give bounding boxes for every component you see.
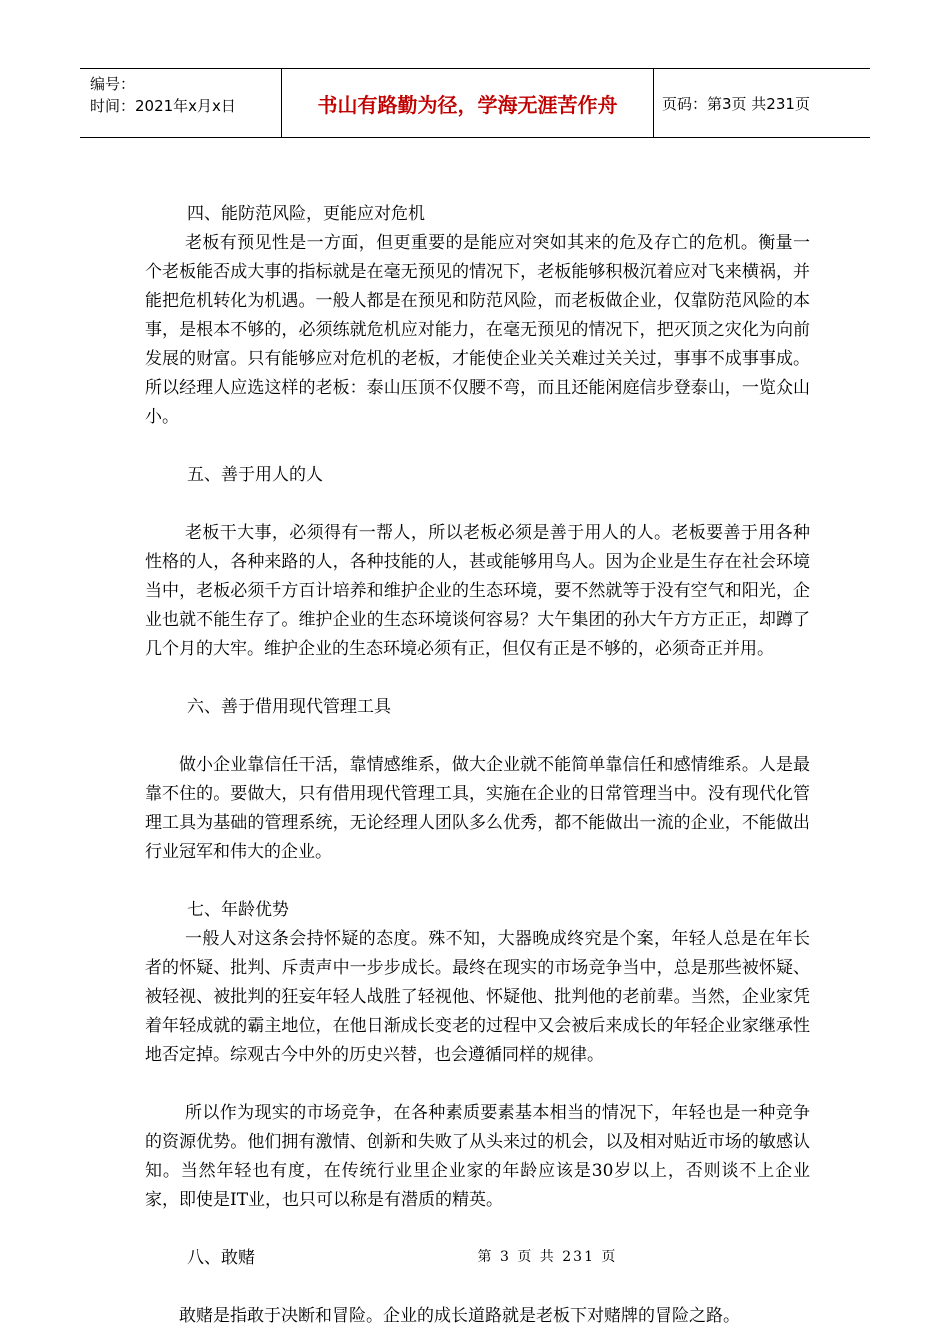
section-heading: 六、善于借用现代管理工具 bbox=[187, 697, 391, 717]
paragraph: 老板有预见性是一方面，但更重要的是能应对突如其来的危及存亡的危机。衡量一个老板能否成大事的指标就是在毫无预见的情况下，老板能够积极沉着应对飞来横祸，并能把危机转化为机遇。一般人都是在预见和防范风险，而老板做企业，仅靠防范风险的本事，是根本不够的，必须练就危机应对能力，在毫无预见的情况下，把灭顶之灾化为向前发展的财富。只有能够应对危机的老板，才能使企业关关难过关关过，事事不成事事成。所以经理人应选这样的老板：泰山压顶不仅腰不弯，而且还能闲庭信步登泰山，一览众山小。 bbox=[145, 233, 810, 427]
section-heading: 四、能防范风险，更能应对危机 bbox=[187, 204, 425, 224]
section-heading: 五、善于用人的人 bbox=[187, 465, 323, 485]
header-time-label: 时间：2021年x月x日 bbox=[90, 97, 236, 115]
section-heading: 七、年龄优势 bbox=[187, 900, 289, 920]
paragraph: 老板干大事，必须得有一帮人，所以老板必须是善于用人的人。老板要善于用各种性格的人，各种来路的人，各种技能的人，甚或能够用鸟人。因为企业是生存在社会环境当中，老板必须千方百计培养和维护企业的生态环境，要不然就等于没有空气和阳光，企业也就不能生存了。维护企业的生态环境谈何容易？大午集团的孙大午方方正正，却蹲了几个月的大牢。维护企业的生态环境必须有正，但仅有正是不够的，必须奇正并用。 bbox=[145, 523, 810, 659]
page-footer: 第 3 页 共 231 页 bbox=[477, 1249, 618, 1265]
paragraph: 一般人对这条会持怀疑的态度。殊不知，大器晚成终究是个案，年轻人总是在年长者的怀疑、批判、斥责声中一步步成长。最终在现实的市场竞争当中，总是那些被怀疑、被轻视、被批判的狂妄年轻人战胜了轻视他、怀疑他、批判他的老前辈。当然，企业家凭着年轻成就的霸主地位，在他日渐成长变老的过程中又会被后来成长的年轻企业家继承性地否定掉。综观古今中外的历史兴替，也会遵循同样的规律。 bbox=[145, 929, 810, 1065]
header-meta bbox=[80, 69, 282, 137]
paragraph: 做小企业靠信任干活，靠情感维系，做大企业就不能简单靠信任和感情维系。人是最靠不住的。要做大，只有借用现代管理工具，实施在企业的日常管理当中。没有现代化管理工具为基础的管理系统，无论经理人团队多么优秀，都不能做出一流的企业，不能做出行业冠军和伟大的企业。 bbox=[145, 755, 810, 862]
document-body bbox=[145, 200, 810, 1331]
paragraph: 敢赌是指敢于决断和冒险。企业的成长道路就是老板下对赌牌的冒险之路。 bbox=[179, 1306, 740, 1326]
header-page-info: 页码：第3页 共231页 bbox=[662, 94, 810, 113]
header-motto: 书山有路勤为径，学海无涯苦作舟 bbox=[282, 69, 654, 137]
paragraph: 所以作为现实的市场竞争，在各种素质要素基本相当的情况下，年轻也是一种竞争的资源优势。他们拥有激情、创新和失败了从头来过的机会，以及相对贴近市场的敏感认知。当然年轻也有度，在传统行业里企业家的年龄应该是30岁以上，否则谈不上企业家，即使是IT业，也只可以称是有潜质的精英。 bbox=[145, 1103, 810, 1210]
page-header bbox=[80, 68, 870, 138]
section-heading: 八、敢赌 bbox=[187, 1248, 255, 1268]
header-number-label: 编号： bbox=[90, 75, 136, 93]
